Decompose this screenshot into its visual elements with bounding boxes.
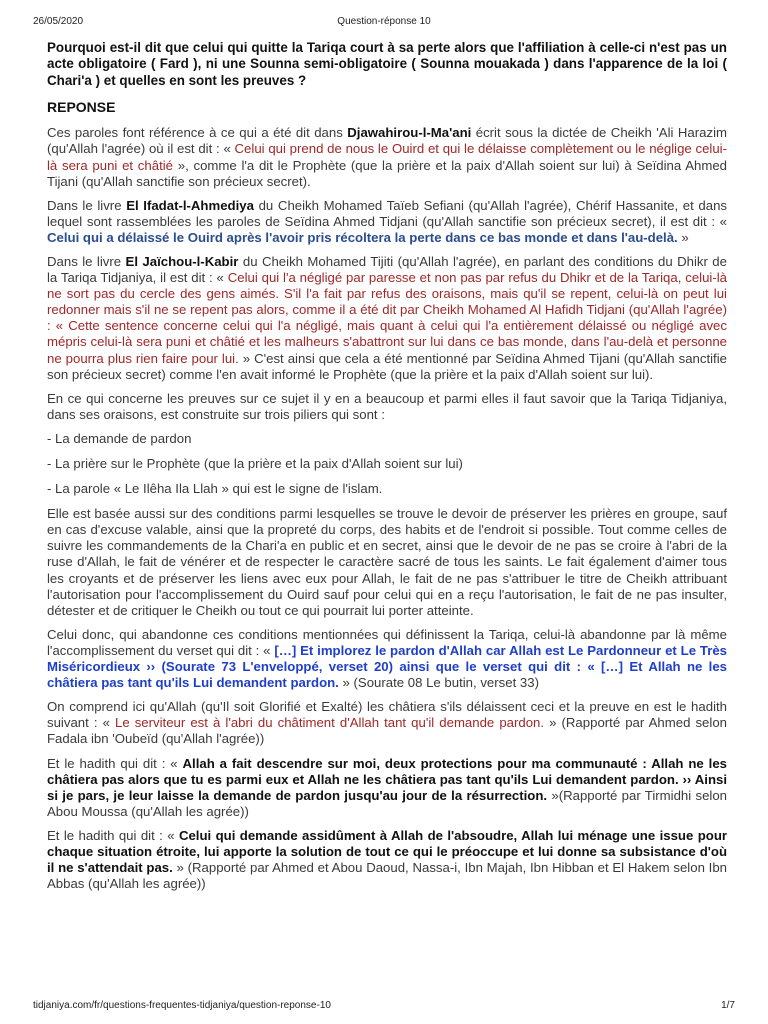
quote-hadith: Allah a fait descendre sur moi, deux protections pour ma communauté : Allah ne les châtiera pas alors que tu es parmi eux et Allah ne les châtiera pas tant qu'ils Lui demandent pardon. ›› Ainsi si je pars, je leur laisse la demande de pardon jusqu'au jour de la résurrection.	[47, 755, 727, 803]
quote-hadith: Celui qui demande assidûment à Allah de l'absoudre, Allah lui ménage une issue pour chaque situation étroite, lui apporte la solution de tout ce qui le préoccupe et lui donne sa subsistance d'où il ne s'attendait pas.	[47, 827, 728, 876]
paragraph-9	[47, 828, 727, 892]
list-item: - La demande de pardon	[47, 430, 192, 446]
paragraph-4: En ce qui concerne les preuves sur ce sujet il y en a beaucoup et parmi elles il faut savoir que la Tariqa Tidjaniya, dans ses oraisons, est construite sur trois piliers qui sont :	[47, 390, 727, 422]
list-item: - La parole « Le Ilêha Ila Llah » qui est le signe de l'islam.	[47, 481, 383, 497]
book-title: El Ifadat-l-Ahmediya	[126, 197, 254, 213]
print-title: Question-réponse 10	[337, 16, 431, 27]
list-item: - La prière sur le Prophète (que la prière et la paix d'Allah soient sur lui)	[47, 456, 463, 471]
print-date: 26/05/2020	[33, 16, 84, 27]
book-title: El Jaïchou-l-Kabir	[125, 253, 239, 269]
source-url: tidjaniya.com/fr/questions-frequentes-tidjaniya/question-reponse-10	[33, 1000, 331, 1011]
text: Dans le livre	[47, 197, 127, 213]
page-number: 1/7	[721, 1000, 735, 1011]
text: » (Rapporté par Ahmed selon Fadala ibn 'Oubeïd (qu'Allah l'agrée))	[47, 715, 727, 747]
text: »	[677, 229, 689, 245]
paragraph-7	[47, 699, 727, 747]
print-header	[0, 16, 768, 30]
text: Ces paroles font référence à ce qui a été dit dans	[47, 125, 348, 141]
text: »(Rapporté par Tirmidhi selon Abou Moussa (qu'Allah les agrée))	[47, 787, 728, 819]
paragraph-1	[47, 125, 727, 189]
text: Celui donc, qui abandonne ces conditions mentionnées qui définissent la Tariqa, celui-là abandonne par là même l'accomplissement du verset qui dit : «	[47, 626, 727, 658]
text: du Cheikh Mohamed Taïeb Sefiani (qu'Allah l'agrée), Chérif Hassanite, et dans lequel sont rassemblées les paroles de Seïdina Ahmed Tidjani (qu'Allah sanctifie son précieux secret), il est dit : «	[47, 197, 727, 229]
quote-red: Celui qui l'a négligé par paresse et non pas par refus du Dhikr et de la Tariqa, celui-là ne sort pas du cercle des gens aimés. S'il l'a fait par refus des oraisons, mais qu'il se repent, celui-là on peut lui redonner mais s'il ne se repent pas alors, comme il a été dit par Cheikh Mohamed Al Hafidh Tidjani (qu'Allah l'agrée) : « Cette sentence concerne celui qui l'a négligé, mais quant à celui qui l'a entièrement délaissé ou négligé avec mépris celui-là sera puni et châtié et les malheurs s'abattront sur lui dans ce bas monde, dans l'au-delà et personne ne pourra plus rien faire pour lui.	[47, 270, 727, 366]
quote-red: Celui qui prend de nous le Ouird et qui le délaisse complètement ou le néglige celui-là sera puni et châtié	[47, 141, 727, 173]
quote-red: Le serviteur est à l'abri du châtiment d'Allah tant qu'il demande pardon.	[114, 715, 545, 731]
question-heading: Pourquoi est-il dit que celui qui quitte la Tariqa court à sa perte alors que l'affiliation à celle-ci n'est pas un acte obligatoire ( Fard ), ni une Sounna semi-obligatoire ( Sounna mouakada ) dans l'apparence de la loi ( Chari'a ) et quelles en sont les preuves ?	[47, 40, 727, 88]
book-title: Djawahirou-l-Ma'ani	[347, 125, 472, 141]
text: Dans le livre	[47, 253, 126, 269]
paragraph-3	[47, 254, 727, 383]
paragraph-8	[47, 756, 727, 820]
print-footer	[0, 1000, 768, 1014]
paragraph-2	[47, 198, 727, 246]
paragraph-6	[47, 627, 727, 691]
text: Et le hadith qui dit : «	[47, 755, 183, 771]
text: Et le hadith qui dit : «	[47, 827, 179, 843]
paragraph-5: Elle est basée aussi sur des conditions parmi lesquelles se trouve le devoir de préserver les prières en groupe, sauf en cas d'excuse valable, ainsi que la propreté du corps, des habits et de l'endroit si possible. Tout comme celles de suivre les commandements de la Chari'a en public et en secret, ainsi que le devoir de ne pas se croire à l'abri de la ruse d'Allah, le fait de vénérer et de respecter le caractère sacré de tous les saints. Le fait également d'aimer tous les croyants et de préserver les liens avec eux pour Allah, le fait de ne pas s'attribuer le titre de Cheikh attribuant l'autorisation pour l'accomplissement du Ouird sauf pour celui qui en a reçu l'autorisation, le fait de ne pas insulter, détester et de critiquer le Cheikh ou tout ce qui pourrait lui porter atteinte.	[47, 506, 727, 618]
text: écrit sous la dictée de Cheikh 'Ali Harazim (qu'Allah l'agrée) où il est dit : «	[47, 125, 727, 157]
text: », comme l'a dit le Prophète (que la prière et la paix d'Allah soient sur lui) à Seïdina Ahmed Tijani (qu'Allah sanctifie son précieux secret).	[47, 157, 727, 189]
text: » (Sourate 08 Le butin, verset 33)	[338, 675, 539, 691]
text: » C'est ainsi que cela a été mentionné par Seïdina Ahmed Tijani (qu'Allah sanctifie son précieux secret) comme l'en avait informé le Prophète (que la prière et la paix d'Allah soient sur lui).	[47, 350, 727, 382]
text: » (Rapporté par Ahmed et Abou Daoud, Nassa-i, Ibn Majah, Ibn Hibban et El Hakem selon Ibn Abbas (qu'Allah les agrée))	[47, 860, 727, 892]
article-content	[47, 40, 727, 900]
quote-blue: Celui qui a délaissé le Ouird après l'avoir pris récoltera la perte dans ce bas monde et dans l'au-delà.	[47, 229, 678, 245]
text: On comprend ici qu'Allah (qu'Il soit Glorifié et Exalté) les châtiera s'ils délaissent ceci et la preuve en est le hadith suivant : «	[47, 699, 727, 731]
quote-verse: […] Et implorez le pardon d'Allah car Allah est Le Pardonneur et Le Très Miséricordieux ›› (Sourate 73 L'enveloppé, verset 20) ainsi que le verset qui dit : « […] Et Allah ne les châtiera pas tant qu'ils Lui demandent pardon.	[47, 642, 727, 691]
text: du Cheikh Mohamed Tijiti (qu'Allah l'agrée), en parlant des conditions du Dhikr de la Tariqa Tidjaniya, il est dit : «	[47, 253, 727, 286]
reponse-heading: REPONSE	[47, 99, 116, 116]
